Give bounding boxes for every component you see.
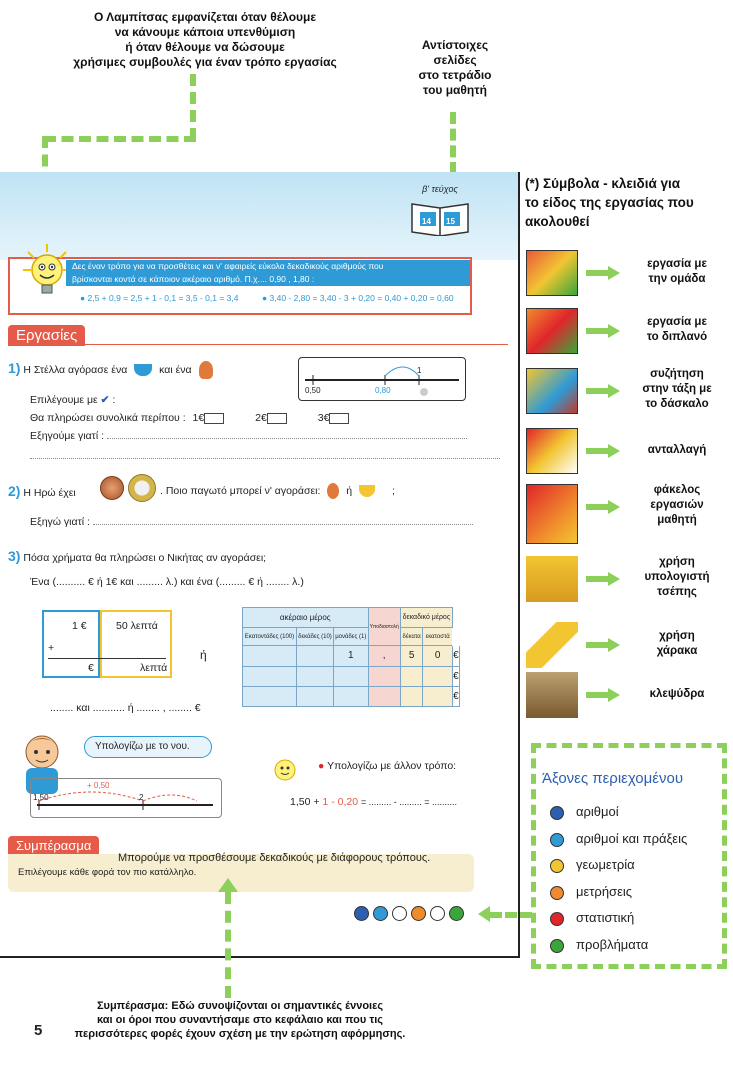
callout-line: στο τετράδιο	[418, 68, 492, 82]
legend-arrow-head	[608, 324, 620, 338]
task-2-explain	[30, 516, 473, 528]
lampitsas-mascot-icon	[22, 242, 72, 298]
euro-coin-icon	[128, 474, 156, 502]
cents-value: 50 λεπτά	[116, 620, 158, 632]
table-cell[interactable]	[400, 666, 423, 686]
axes-item-label: στατιστική	[576, 910, 635, 925]
reminder-text	[66, 260, 470, 286]
cents-word: λεπτά	[140, 662, 168, 674]
tasks-tab: Εργασίες	[8, 325, 85, 346]
answer-line[interactable]	[93, 524, 473, 525]
ice-cream-cone-icon	[199, 361, 213, 379]
table-cell: €	[452, 686, 459, 706]
book-icon	[408, 184, 472, 240]
legend-label-line: εργασία με	[647, 316, 707, 328]
task-2-question-end	[160, 483, 395, 499]
legend-label	[628, 687, 726, 702]
number-line-label: 1	[417, 366, 422, 375]
or-text: ή	[200, 648, 207, 662]
reminder-line: βρίσκονται κοντά σε κάποιον ακέραιο αριθμό. Π.χ.... 0,90 , 1,80 :	[72, 274, 315, 284]
line-start-label: 1,50	[33, 793, 49, 802]
callout-line: Αντίστοιχες	[421, 38, 489, 52]
sum-line	[48, 658, 166, 659]
table-cell[interactable]	[423, 686, 453, 706]
bullet-dot: ●	[318, 760, 325, 772]
task-2-text: . Ποιο παγωτό μπορεί ν' αγοράσει:	[160, 484, 321, 497]
legend-label-line: εργασία με	[647, 258, 707, 270]
legend-arrow	[586, 270, 610, 276]
legend-label-line: εργασιών	[650, 498, 704, 511]
legend-label	[628, 443, 726, 458]
col-hundreds: Εκατοντάδες (100)	[243, 628, 297, 646]
option-3-checkbox[interactable]	[329, 413, 349, 424]
axes-indicator-dot	[354, 906, 369, 921]
task-2-question	[8, 483, 76, 499]
task-2-explain-text: Εξηγώ γιατί :	[30, 516, 90, 528]
speech-bubble: Υπολογίζω με το νου.	[84, 736, 212, 758]
table-cell[interactable]: 5	[400, 646, 423, 666]
legend-label-line: χρήση	[659, 630, 695, 642]
col-hundredths: εκατοστά	[423, 628, 453, 646]
legend-label	[628, 367, 726, 412]
legend-arrow-head	[608, 384, 620, 398]
legend-arrow	[586, 388, 610, 394]
legend-title-line: το είδος της εργασίας που	[525, 194, 694, 210]
legend-arrow	[586, 692, 610, 698]
other-way	[318, 760, 456, 772]
page-number: 5	[34, 1022, 43, 1039]
callout-line: του μαθητή	[423, 83, 487, 97]
axes-color-dot	[550, 859, 564, 873]
example-1: ● 2,5 + 0,9 = 2,5 + 1 - 0,1 = 3,5 - 0,1 = 3,4	[80, 293, 239, 303]
pair-work-icon	[526, 308, 578, 354]
legend-label-line: το διπλανό	[646, 330, 708, 343]
option-2-checkbox[interactable]	[267, 413, 287, 424]
axes-item-label: μετρήσεις	[576, 883, 633, 899]
axes-indicator-dot	[430, 906, 445, 921]
ice-cream-cone-icon	[327, 483, 339, 499]
legend-label	[628, 257, 726, 287]
legend-arrow-head	[608, 444, 620, 458]
callout-conclusion	[40, 1000, 440, 1041]
ice-cream-cup-icon	[359, 485, 375, 497]
decimal-point-header: Υποδιαστολή	[368, 608, 400, 646]
option-2-label: 2€	[255, 412, 267, 424]
axes-color-dot	[550, 806, 564, 820]
task-1-choose: Επιλέγουμε με ✔ :	[30, 394, 116, 406]
checkmark-icon: ✔	[100, 394, 110, 406]
place-value-table	[242, 607, 460, 707]
question-mark: ;	[391, 484, 395, 497]
table-cell	[368, 686, 400, 706]
legend-label-line: χάρακα	[656, 644, 698, 657]
table-cell[interactable]	[296, 646, 333, 666]
task-3-question	[8, 548, 266, 564]
legend-label-line: φάκελος	[653, 484, 701, 496]
axes-item	[554, 910, 634, 925]
mental-number-line	[30, 778, 222, 818]
task-3-text: Πόσα χρήματα θα πληρώσει ο Νικήτας αν αγοράσει;	[23, 552, 267, 564]
legend-arrow-head	[608, 266, 620, 280]
copper-coin-icon	[100, 476, 124, 500]
task-1-explain-text: Εξηγούμε γιατί :	[30, 430, 104, 442]
axes-item-label: προβλήματα	[576, 936, 649, 952]
line-plus-label: + 0,50	[87, 781, 110, 790]
option-3-label: 3€	[317, 412, 330, 424]
integer-part-header: ακέραιο μέρος	[243, 608, 369, 628]
callout-line: να κάνουμε κάποια υπενθύμιση	[114, 25, 296, 39]
legend-label	[628, 315, 726, 345]
axes-color-dot	[550, 939, 564, 953]
task-3-number: 3)	[8, 548, 21, 564]
legend-arrow	[586, 642, 610, 648]
or-text: ή	[346, 484, 353, 497]
callout-line: Συμπέρασμα: Εδώ συνοψίζονται οι σημαντικές έννοιες	[96, 1000, 384, 1012]
legend-label-line: ανταλλαγή	[647, 444, 707, 456]
page-number-right: 15	[446, 217, 455, 226]
task-1-text: και ένα	[159, 364, 192, 376]
callout-line: σελίδες	[433, 53, 477, 67]
axes-item-label: γεωμετρία	[576, 857, 635, 872]
table-cell: €	[452, 666, 459, 686]
ruler-icon	[526, 622, 578, 668]
callout-pages	[405, 38, 505, 98]
class-discussion-icon	[526, 368, 578, 414]
legend-arrow-head	[608, 638, 620, 652]
table-cell[interactable]	[400, 686, 423, 706]
conclusion-line-1: Μπορούμε να προσθέσουμε δεκαδικούς με διάφορους τρόπους.	[118, 852, 431, 864]
reminder-line: Δες έναν τρόπο για να προσθέτεις και ν' αφαιρείς εύκολα δεκαδικούς αριθμούς που	[72, 261, 384, 271]
euro-sign: €	[88, 662, 94, 674]
number-line-label: 0,50	[305, 386, 321, 395]
answer-line[interactable]	[107, 438, 467, 439]
legend-arrow-head	[608, 572, 620, 586]
axes-title: Άξονες περιεχομένου	[542, 770, 684, 787]
axes-item	[554, 831, 687, 846]
axes-item-label: αριθμοί και πράξεις	[576, 830, 688, 846]
guide-arrow	[218, 878, 238, 892]
legend-label-line: την ομάδα	[648, 272, 706, 285]
task-1-question	[8, 360, 213, 379]
task-1-pay	[30, 412, 349, 424]
legend-label	[628, 629, 726, 659]
callout-line: περισσότερες φορές έχουν σχέση με την ερώτηση αφόρμησης.	[74, 1027, 406, 1040]
expr-part: 1	[322, 796, 329, 808]
legend-arrow	[586, 328, 610, 334]
expr-part: = ......... - ......... = ..........	[360, 797, 457, 807]
col-ones: μονάδες (1)	[334, 628, 368, 646]
line-mid-label: 2	[139, 793, 144, 802]
plus-sign: +	[48, 642, 55, 654]
axes-dot-row	[354, 906, 474, 922]
callout-line: ή όταν θέλουμε να δώσουμε	[125, 40, 285, 54]
axes-item	[554, 804, 619, 819]
euro-value: 1 €	[72, 620, 87, 632]
example-2: ● 3,40 - 2,80 = 3,40 - 3 + 0,20 = 0,40 + 0,20 = 0,60	[262, 293, 454, 303]
task-1-pay-text: Θα πληρώσει συνολικά περίπου :	[30, 412, 186, 424]
table-cell[interactable]	[423, 666, 453, 686]
axes-indicator-dot	[449, 906, 464, 921]
portfolio-icon	[526, 484, 578, 544]
axes-item	[554, 937, 648, 952]
table-cell	[368, 666, 400, 686]
legend-label-line: συζήτηση	[650, 368, 704, 380]
legend-label-line: υπολογιστή	[644, 570, 710, 583]
calculator-icon	[526, 556, 578, 602]
other-way-text: Υπολογίζω με άλλον τρόπο:	[327, 760, 457, 772]
guide-line	[190, 74, 196, 140]
callout-line: και οι όροι που συναντήσαμε στο κεφάλαιο και που τις	[96, 1013, 384, 1026]
legend-label-line: στην τάξη με	[642, 382, 712, 395]
group-work-icon	[526, 250, 578, 296]
task-2-text: Η Ηρώ έχει	[23, 487, 76, 499]
conclusion-line-2: Επιλέγουμε κάθε φορά τον πιο κατάλληλο.	[18, 867, 197, 878]
callout-line: Ο Λαμπίτσας εμφανίζεται όταν θέλουμε	[93, 10, 317, 24]
table-cell: €	[452, 646, 459, 666]
axes-indicator-dot	[373, 906, 388, 921]
spacer	[452, 608, 459, 646]
table-cell[interactable]: 1	[334, 646, 368, 666]
legend-title-line: (*) Σύμβολα - κλειδιά για	[525, 176, 681, 191]
axes-item	[554, 884, 632, 899]
legend-arrow	[586, 576, 610, 582]
task-1-choose-text: Επιλέγουμε με	[30, 394, 98, 406]
legend-label-line: μαθητή	[657, 513, 697, 526]
axes-color-dot	[550, 912, 564, 926]
table-cell: ,	[368, 646, 400, 666]
legend-arrow	[586, 448, 610, 454]
table-cell[interactable]	[243, 646, 297, 666]
ice-cream-cup-icon	[134, 364, 152, 376]
exchange-icon	[526, 428, 578, 474]
hourglass-icon	[526, 672, 578, 718]
table-cell[interactable]	[296, 666, 333, 686]
number-line-box	[298, 357, 466, 401]
answer-line[interactable]	[30, 458, 500, 459]
task-3-result-line: ........ και ........... ή ........ , ........ €	[50, 702, 201, 714]
table-cell[interactable]	[334, 686, 368, 706]
expr-part: 1,50 +	[290, 796, 320, 808]
legend-title-line: ακολουθεί	[525, 213, 590, 229]
content-axes-box	[531, 743, 727, 969]
legend-arrow-head	[608, 500, 620, 514]
conclusion-tab: Συμπέρασμα	[8, 836, 99, 855]
legend-arrow	[586, 504, 610, 510]
task-3-line2: Ένα (.......... € ή 1€ και ......... λ.) και ένα (......... € ή ........ λ.)	[30, 576, 304, 588]
guide-line	[450, 112, 456, 174]
option-1-label: 1€	[192, 412, 205, 424]
example-1-text: 2,5 + 0,9 = 2,5 + 1 - 0,1 = 3,5 - 0,1 = 3,4	[87, 293, 239, 303]
guide-line	[44, 136, 196, 142]
number-line-label: 0,80	[375, 386, 391, 395]
expr-part: - 0,20	[331, 796, 359, 808]
col-tenths: δέκατα	[400, 628, 423, 646]
guide-line	[225, 892, 231, 998]
axes-item-label: αριθμοί	[576, 804, 619, 819]
tasks-tab-underline	[8, 344, 508, 345]
legend-label-line: χρήση	[659, 556, 695, 568]
guide-line	[490, 912, 532, 918]
legend-label	[628, 483, 726, 528]
task-1-explain	[30, 430, 467, 442]
table-cell[interactable]	[243, 666, 297, 686]
axes-item	[554, 857, 635, 872]
axes-color-dot	[550, 886, 564, 900]
task-1-text: Η Στέλλα αγόρασε ένα	[23, 364, 128, 376]
legend-arrow-head	[608, 688, 620, 702]
axes-color-dot	[550, 833, 564, 847]
other-way-expression	[290, 796, 457, 808]
callout-lampitsas	[60, 10, 350, 70]
col-tens: δεκάδες (10)	[296, 628, 333, 646]
guide-arrow	[478, 906, 490, 922]
task-2-number: 2)	[8, 483, 21, 499]
legend-title	[525, 175, 730, 232]
axes-indicator-dot	[411, 906, 426, 921]
legend-label-line: κλεψύδρα	[649, 688, 705, 700]
decimal-part-header: δεκαδικό μέρος	[400, 608, 452, 628]
table-cell[interactable]: 0	[423, 646, 453, 666]
lampitsas-small-icon	[270, 754, 300, 786]
legend-label-line: το δάσκαλο	[645, 397, 709, 410]
legend-label	[628, 555, 726, 600]
table-cell[interactable]	[243, 686, 297, 706]
task-1-number: 1)	[8, 360, 21, 376]
table-cell[interactable]	[334, 666, 368, 686]
callout-line: χρήσιμες συμβουλές για έναν τρόπο εργασίας	[73, 55, 337, 69]
volume-label: β' τεύχος	[422, 184, 458, 194]
option-1-checkbox[interactable]	[204, 413, 224, 424]
page-number-left: 14	[422, 217, 431, 226]
axes-indicator-dot	[392, 906, 407, 921]
workbook-page	[0, 172, 520, 958]
table-cell[interactable]	[296, 686, 333, 706]
example-2-text: 3,40 - 2,80 = 3,40 - 3 + 0,20 = 0,40 + 0,20 = 0,60	[269, 293, 454, 303]
legend-label-line: τσέπης	[657, 585, 697, 598]
